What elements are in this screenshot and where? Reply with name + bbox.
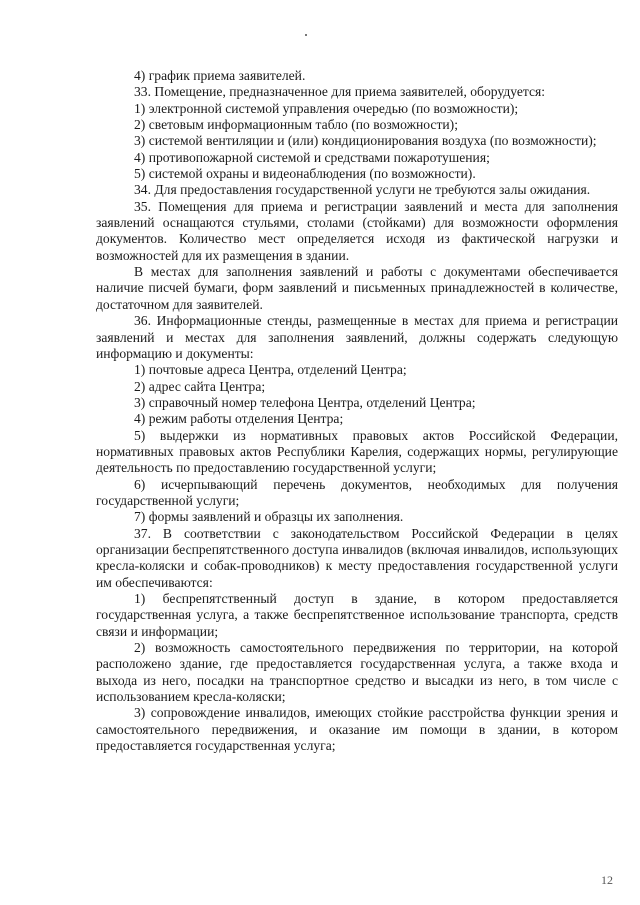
paragraph: В местах для заполнения заявлений и работы с документами обеспечивается наличие писчей бумаги, форм заявлений и письменных принадлежностей в количестве, достаточном для заявителей. xyxy=(96,264,618,312)
list-item: 5) системой охраны и видеонаблюдения (по возможности). xyxy=(134,166,476,182)
section-36: 36. Информационные стенды, размещенные в местах для приема и регистрации заявлений и местах для заполнения заявлений, должны содержать следующую информацию и документы: xyxy=(96,313,618,361)
section-34: 34. Для предоставления государственной услуги не требуются залы ожидания. xyxy=(134,182,591,198)
list-item: 4) противопожарной системой и средствами пожаротушения; xyxy=(134,149,490,165)
list-item: 1) почтовые адреса Центра, отделений Центра; xyxy=(134,362,407,378)
section-37: 37. В соответствии с законодательством Российской Федерации в целях организации беспрепятственного доступа инвалидов (включая инвалидов, использующих кресла-коляски и собак-проводников) к месту предоставления государственной услуги им обеспечиваются: xyxy=(96,525,618,590)
section-35: 35. Помещения для приема и регистрации заявлений и места для заполнения заявлений оснащаются стульями, столами (стойками) для возможности оформления документов. Количество мест определяется исходя из фактической нагрузки и возможностей для их размещения в здании. xyxy=(96,198,618,263)
section-33: 33. Помещение, предназначенное для приема заявителей, оборудуется: xyxy=(134,84,546,100)
list-item: 2) возможность самостоятельного передвижения по территории, на которой расположено здание, где предоставляется государственная услуга, а также входа и выхода из него, посадки на транспортное средство и высадки из него, в том числе с использованием кресла-коляски; xyxy=(96,640,618,705)
list-item: 3) сопровождение инвалидов, имеющих стойкие расстройства функции зрения и самостоятельного передвижения, и оказание им помощи в здании, в котором предоставляется государственная услуга; xyxy=(96,705,618,754)
list-item: 1) электронной системой управления очередью (по возможности); xyxy=(134,100,519,116)
list-item: 3) справочный номер телефона Центра, отделений Центра; xyxy=(134,394,476,410)
page-number: 12 xyxy=(601,873,613,887)
list-item: 1) беспрепятственный доступ в здание, в котором предоставляется государственная услуга, а также беспрепятственное использование транспорта, средств связи и информации; xyxy=(96,591,618,639)
document-body xyxy=(96,68,618,754)
list-item: 4) график приема заявителей. xyxy=(134,68,306,83)
scan-dot xyxy=(305,34,307,36)
list-item: 4) режим работы отделения Центра; xyxy=(134,411,344,427)
list-item: 2) адрес сайта Центра; xyxy=(134,378,266,394)
list-item: 2) световым информационным табло (по возможности); xyxy=(134,117,458,133)
list-item: 6) исчерпывающий перечень документов, необходимых для получения государственной услуги; xyxy=(96,476,618,508)
list-item: 5) выдержки из нормативных правовых актов Российской Федерации, нормативных правовых актов Республики Карелия, содержащих нормы, регулирующие деятельность по предоставлению государственной услуги; xyxy=(96,427,618,476)
list-item: 7) формы заявлений и образцы их заполнения. xyxy=(134,509,404,525)
list-item: 3) системой вентиляции и (или) кондиционирования воздуха (по возможности); xyxy=(134,133,597,149)
